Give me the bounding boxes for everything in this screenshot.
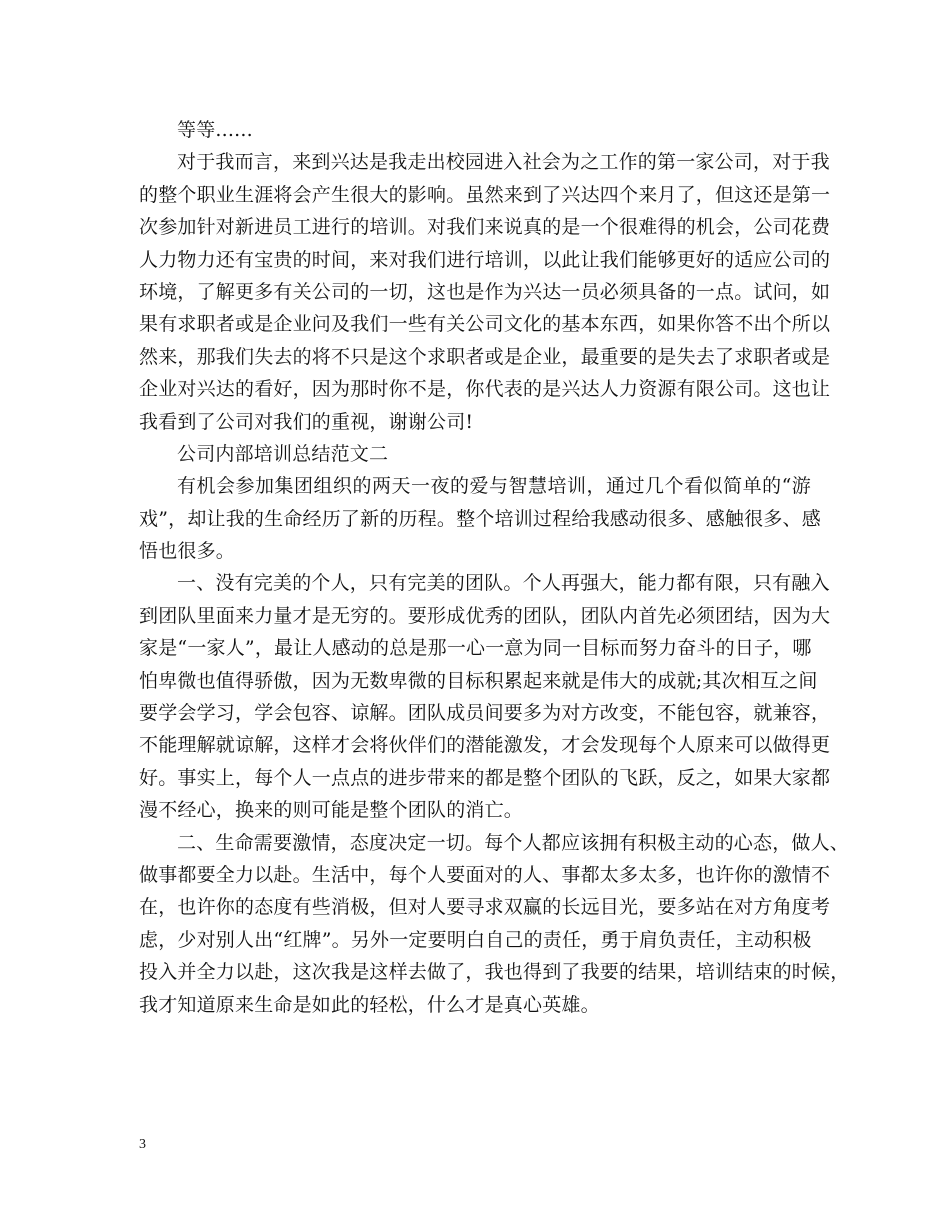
text-line: 到团队里面来力量才是无穷的。要形成优秀的团队，团队内首先必须团结，因为大 — [139, 604, 831, 627]
text-line: 家是“一家人”，最让人感动的总是那一心一意为同一目标而努力奋斗的日子，哪 — [139, 637, 812, 660]
text-line: 悟也很多。 — [139, 540, 236, 563]
text-line: 虑，少对别人出“红牌”。另外一定要明白自己的责任，勇于肩负责任，主动积极 — [139, 928, 812, 951]
text-line: 的整个职业生涯将会产生很大的影响。虽然来到了兴达四个来月了，但这还是第一 — [139, 183, 831, 206]
text-line: 做事都要全力以赴。生活中，每个人要面对的人、事都太多太多，也许你的激情不 — [139, 863, 831, 886]
document-body — [139, 114, 850, 1021]
text-line: 一、没有完美的个人，只有完美的团队。个人再强大，能力都有限，只有融入 — [177, 572, 830, 595]
text-line: 公司内部培训总结范文二 — [177, 442, 389, 465]
text-line: 然来，那我们失去的将不只是这个求职者或是企业，最重要的是失去了求职者或是 — [139, 345, 831, 368]
text-line: 在，也许你的态度有些消极，但对人要寻求双赢的长远目光，要多站在对方角度考 — [139, 896, 831, 919]
text-line: 怕卑微也值得骄傲，因为无数卑微的目标积累起来就是伟大的成就;其次相互之间 — [139, 669, 818, 692]
text-line: 不能理解就谅解，这样才会将伙伴们的潜能激发，才会发现每个人原来可以做得更 — [139, 734, 831, 757]
text-line: 等等...... — [177, 119, 253, 141]
text-line: 次参加针对新进员工进行的培训。对我们来说真的是一个很难得的机会，公司花费 — [139, 216, 831, 239]
text-line: 要学会学习，学会包容、谅解。团队成员间要多为对方改变，不能包容，就兼容， — [139, 702, 831, 725]
text-line: 人力物力还有宝贵的时间，来对我们进行培训，以此让我们能够更好的适应公司的 — [139, 248, 831, 271]
text-line: 环境，了解更多有关公司的一切，这也是作为兴达一员必须具备的一点。试问，如 — [139, 280, 831, 303]
text-line: 戏”，却让我的生命经历了新的历程。整个培训过程给我感动很多、感触很多、感 — [139, 507, 821, 530]
text-line: 漫不经心，换来的则可能是整个团队的消亡。 — [139, 799, 524, 822]
text-line: 果有求职者或是企业问及我们一些有关公司文化的基本东西，如果你答不出个所以 — [139, 313, 831, 336]
text-line: 有机会参加集团组织的两天一夜的爱与智慧培训，通过几个看似简单的“游 — [177, 475, 811, 498]
text-line: 对于我而言，来到兴达是我走出校园进入社会为之工作的第一家公司，对于我 — [177, 151, 830, 174]
text-line: 企业对兴达的看好，因为那时你不是，你代表的是兴达人力资源有限公司。这也让 — [139, 378, 831, 401]
text-line: 投入并全力以赴，这次我是这样去做了，我也得到了我要的结果，培训结束的时候， — [139, 961, 850, 984]
text-line: 我看到了公司对我们的重视，谢谢公司! — [139, 410, 474, 433]
page-number: 3 — [139, 1137, 146, 1152]
text-line: 好。事实上，每个人一点点的进步带来的都是整个团队的飞跃，反之，如果大家都 — [139, 766, 831, 789]
text-line: 二、生命需要激情，态度决定一切。每个人都应该拥有积极主动的心态，做人、 — [177, 831, 850, 854]
text-line: 我才知道原来生命是如此的轻松，什么才是真心英雄。 — [139, 993, 600, 1016]
